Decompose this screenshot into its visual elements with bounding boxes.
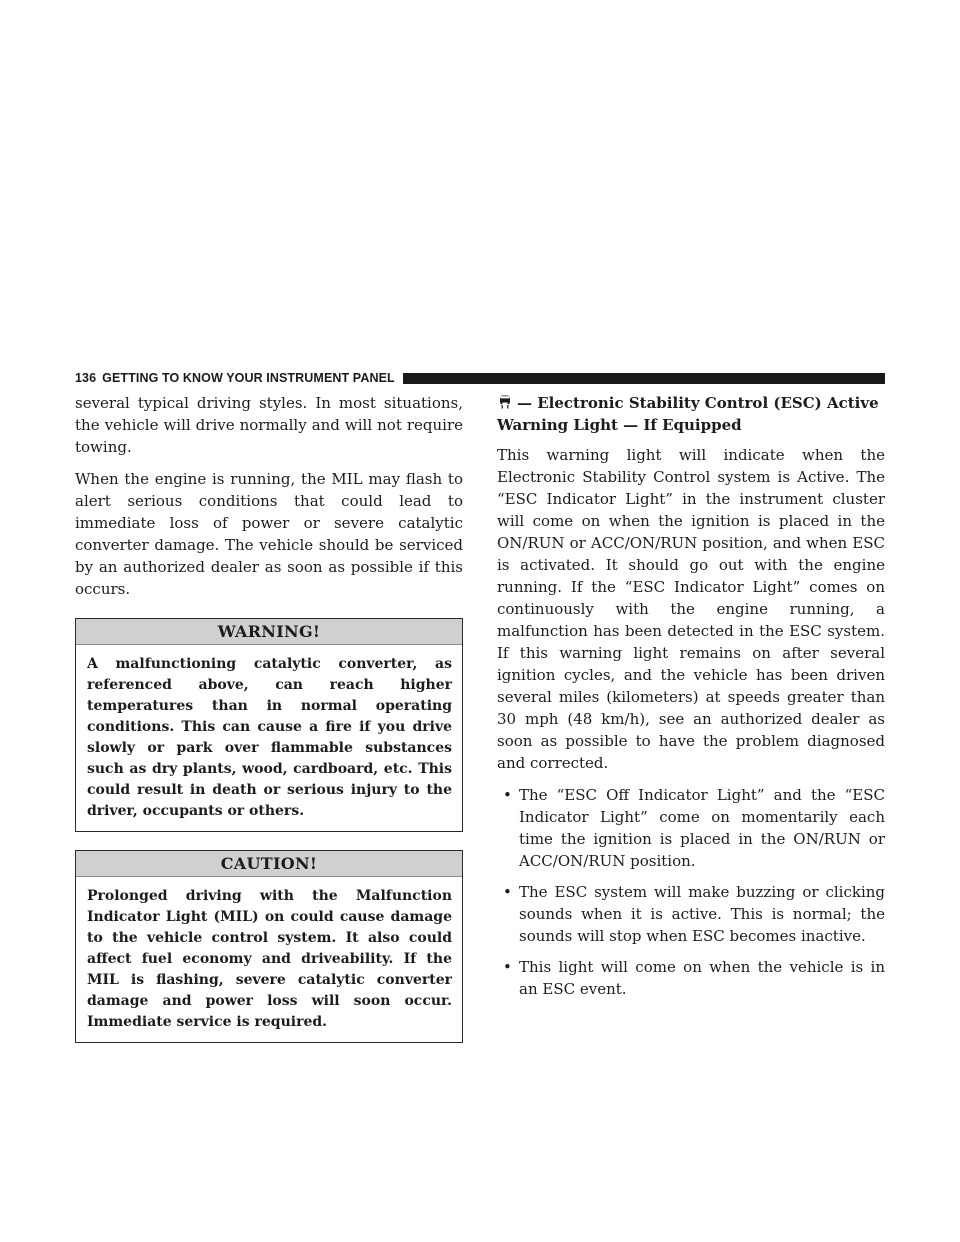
section-title: GETTING TO KNOW YOUR INSTRUMENT PANEL: [102, 371, 395, 385]
esc-skid-car-icon: [497, 393, 513, 409]
paragraph-towing: several typical driving styles. In most situations, the vehicle will drive normally and will not require towing.: [75, 394, 463, 456]
right-column: [497, 392, 885, 1009]
bullet-symbol: •: [503, 786, 512, 804]
warning-box: [75, 618, 463, 832]
paragraph-esc: This warning light will indicate when the Electronic Stability Control system is Active. The “ESC Indicator Light” in the instrument cluster will come on when the ignition is placed in the ON/RUN or ACC/ON/RUN position, and when ESC is activated. It should go out with the engine running. If the “ESC Indicator Light” comes on continuously with the engine running, a malfunction has been detected in the ESC system. If this warning light remains on after several ignition cycles, and the vehicle has been driven several miles (kilometers) at speeds greater than 30 mph (48 km/h), see an authorized dealer as soon as possible to have the problem diagnosed and corrected.: [497, 446, 885, 772]
paragraph-mil-flash: When the engine is running, the MIL may flash to alert serious conditions that could lead to immediate loss of power or severe catalytic converter damage. The vehicle should be serviced by an authorized dealer as soon as possible if this occurs.: [75, 470, 463, 598]
page-header: [75, 370, 885, 386]
list-item: • This light will come on when the vehicle is in an ESC event.: [503, 958, 885, 998]
page-number: 136: [75, 371, 97, 385]
esc-heading-text: — Electronic Stability Control (ESC) Active Warning Light — If Equipped: [497, 394, 879, 434]
caution-title: CAUTION!: [76, 851, 462, 877]
list-item: • The ESC system will make buzzing or clicking sounds when it is active. This is normal; the sounds will stop when ESC becomes inactive.: [503, 883, 885, 945]
esc-heading: [497, 392, 885, 436]
caution-text: Prolonged driving with the Malfunction Indicator Light (MIL) on could cause damage to the vehicle control system. It also could affect fuel economy and driveability. If the MIL is flashing, severe catalytic converter damage and power loss will soon occur. Immediate service is required.: [87, 888, 452, 1030]
left-column: [75, 392, 463, 1043]
esc-bullet-list: [497, 784, 885, 1000]
warning-text: A malfunctioning catalytic converter, as referenced above, can reach higher temperatures than in normal operating conditions. This can cause a fire if you drive slowly or park over flammable substances such as dry plants, wood, cardboard, etc. This could result in death or serious injury to the driver, occupants or others.: [87, 656, 452, 819]
caution-box: [75, 850, 463, 1043]
bullet-symbol: •: [503, 958, 512, 976]
list-item: • The “ESC Off Indicator Light” and the “ESC Indicator Light” come on momentarily each time the ignition is placed in the ON/RUN or ACC/ON/RUN position.: [503, 786, 885, 870]
header-rule: [403, 373, 885, 384]
warning-title: WARNING!: [76, 619, 462, 645]
bullet-symbol: •: [503, 883, 512, 901]
